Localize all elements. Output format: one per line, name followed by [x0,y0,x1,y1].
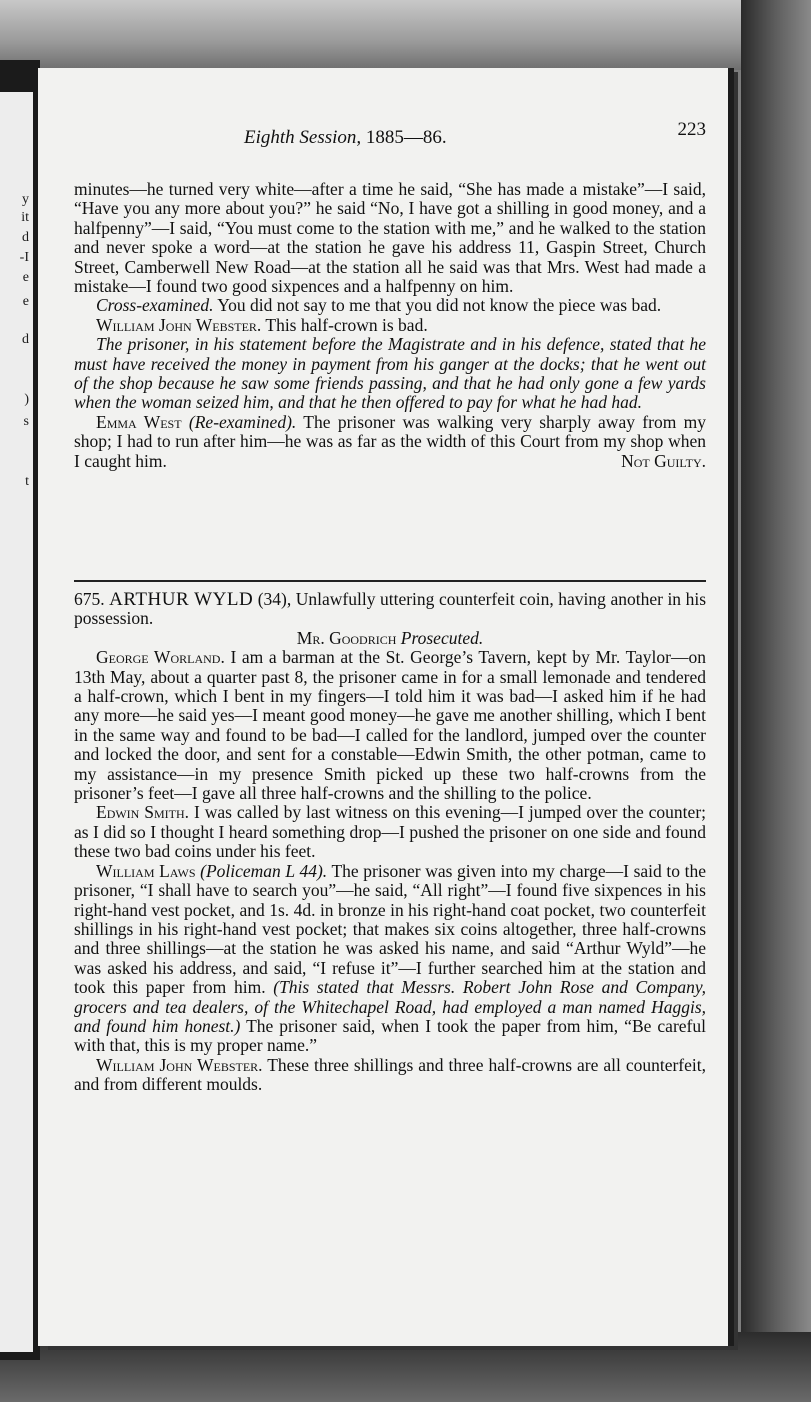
witness-text: The prisoner was given into my charge—I said to the prisoner, “I shall have to search you”—he said, “All right”—I found five sixpences in his right-hand vest pocket, and 1s. 4d. in bronze in his right-hand coat pocket, two counterfeit shillings in his right-hand vest pocket; that makes six coins altogether, three half-crowns and three shillings—at the station he was asked his name, and said “Arthur Wyld”—he was asked his address, and said, “I refuse it”—I further searched him at the station and took this paper from him. [74,860,707,998]
witness-name: William John Webster. [96,314,262,335]
margin-fragment: d [22,230,29,245]
charge-text: (34), Unlawfully uttering counterfeit coin, having another in his possession. [74,589,707,629]
re-examined-label: (Re-examined). [188,411,297,432]
page-number: 223 [677,119,706,140]
webster-testimony [74,1056,706,1095]
witness-text-continued: The prisoner said, when I took the paper from him, “Be careful with that, this is my proper name.” [74,1015,706,1056]
cross-examined-text: You did not say to me that you did not know the piece was bad. [217,295,662,316]
policeman-label: (Policeman L 44). [200,860,328,881]
margin-fragment: ) [24,392,29,407]
prisoner-statement: The prisoner, in his statement before the Magistrate and in his defence, stated that he must have received the money in payment from his ganger at the docks; that he went out of the shop because he saw some friends passing, and that he had only gone a few yards when the woman seized him, and that he then offered to pay for what he had had. [74,334,706,413]
scan-background-right [741,0,811,1402]
witness-name: William Laws [96,860,196,881]
margin-fragment: e [22,270,29,285]
witness-name: William John Webster. [96,1054,263,1075]
witness-name: Emma West [96,411,182,432]
case-675 [74,590,706,1095]
prosecuted-label: Prosecuted. [400,627,484,648]
witness-text: This half-crown is bad. [265,314,428,335]
prosecutor-line [74,629,706,648]
witness-text: I was called by last witness on this evening—I jumped over the counter; as I did so I thought I heard something drop—I pushed the prisoner on one side and found these two bad coins under his feet. [74,802,707,862]
book-page [38,68,728,1346]
witness-text: These three shillings and three half-crowns are all counterfeit, and from different moulds. [74,1054,706,1095]
webster-testimony [74,316,706,335]
laws-testimony [74,862,706,1056]
margin-fragment: it [21,210,29,225]
margin-fragment: s [23,414,29,429]
smith-testimony [74,803,706,861]
paper-note: (This stated that Messrs. Robert John Rose and Company, grocers and tea dealers, of the Whitechapel Road, had employed a man named Haggis, and found him honest.) [74,977,706,1036]
witness-text: The prisoner was walking very sharply away from my shop; I had to run after him—he was as far as the width of this Court from my shop when I caught him. [74,411,707,471]
margin-fragment: d [22,332,29,347]
case-heading [74,590,706,629]
margin-fragment: e [22,294,29,309]
prosecutor-name: Mr. Goodrich [296,627,397,648]
defendant-name: ARTHUR WYLD [109,589,254,610]
witness-name: Edwin Smith. [96,802,190,823]
witness-name: George Worland. [96,647,225,668]
session-name: Eighth Session, [244,127,362,148]
witness-text: I am a barman at the St. George’s Tavern, kept by Mr. Taylor—on 13th May, about a quarter past 8, the prisoner came in for a small lemonade and tendered a half-crown, which I bent in my fingers—I told him it was bad—I asked him if he had any more—he said yes—I meant good money—he gave me another shilling, which I bent in the same way and found to be bad—I called for the landlord, jumped over the counter and locked the door, and sent for a constable—Edwin Smith, the other potman, came to my assistance—in my presence Smith picked up these two half-crowns from the prisoner’s feet—I gave all three half-crowns and the shilling to the police. [74,647,707,804]
case-divider [74,580,706,582]
cross-examined-label: Cross-examined. [96,295,214,316]
session-title [244,128,447,147]
west-reexamination [74,413,706,471]
case-674-continuation [74,180,706,471]
facing-page-edge [0,92,33,1352]
margin-fragment: t [25,474,29,489]
session-years: 1885—86. [365,127,447,148]
margin-fragment: -I [19,250,29,265]
scan-background-top [0,0,811,70]
running-header [74,119,706,154]
testimony-paragraph: minutes—he turned very white—after a time he said, “She has made a mistake”—I said, “Have you any more about you?” he said “No, I have got a shilling in good money, and a halfpenny”—I said, “You must come to the station with me,” and he walked to the station and never spoke a word—at the station he gave his address 11, Gaspin Street, Church Street, Camberwell New Road—at the station all he said was that Mrs. West had made a mistake—I found two good sixpences and a halfpenny on him. [74,179,706,297]
margin-fragment: y [22,192,29,207]
case-number: 675. [74,589,105,609]
worland-testimony [74,648,706,803]
verdict: Not Guilty. [621,450,706,471]
cross-examination [74,296,706,315]
